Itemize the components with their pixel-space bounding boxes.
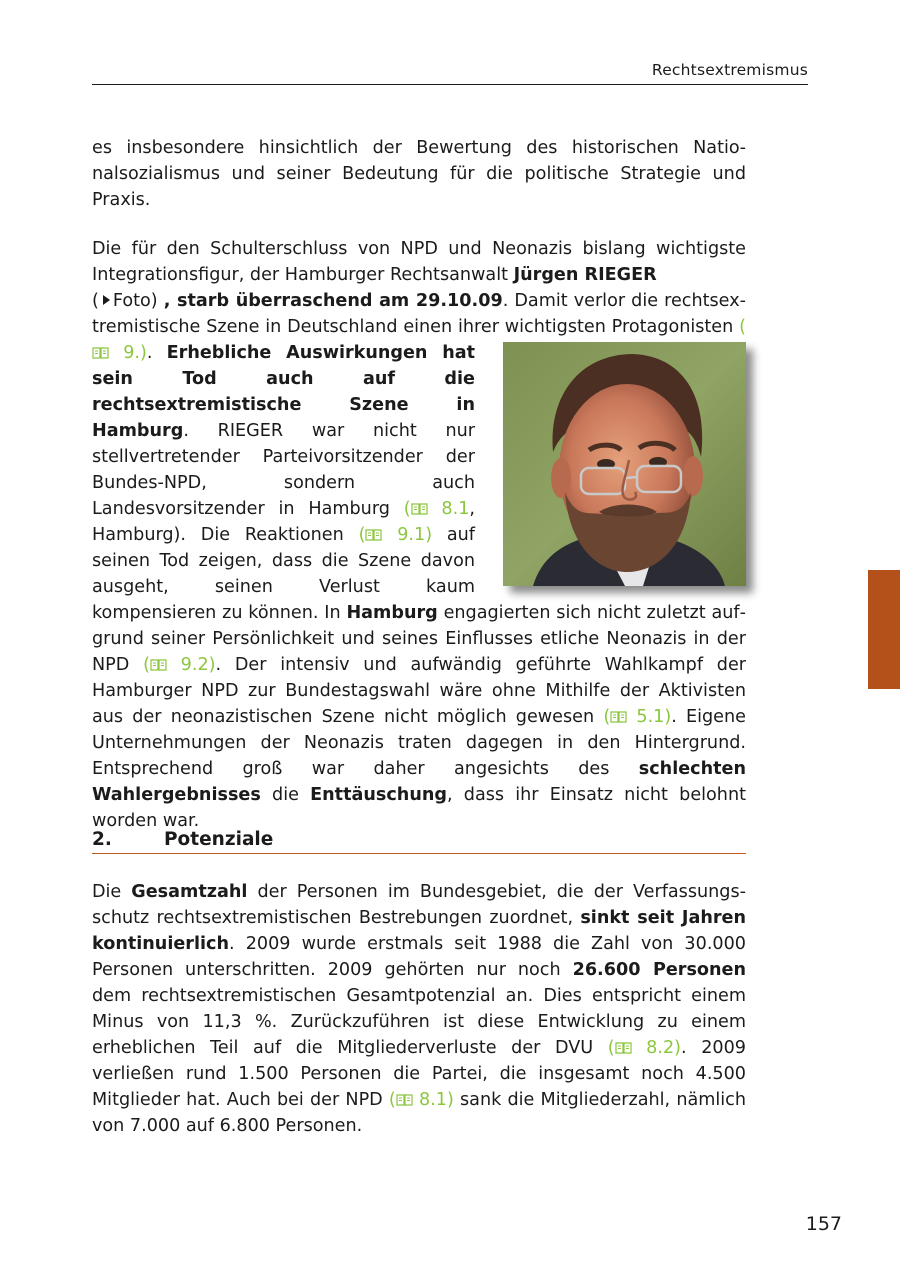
emphasis-disappointment: Enttäuschung [310,785,447,805]
paragraph-text: . Damit verlor die rechtsextremistische Szene in Deutschland einen ihrer wichtigsten Protagonisten [92,291,746,337]
section-heading [92,827,746,854]
paragraph-text: . [146,343,167,363]
paragraph-potenziale [92,879,746,1139]
reference-link[interactable]: ( 8.1) [388,1090,454,1110]
emphasis-name: Jürgen RIEGER [513,265,657,285]
emphasis-hamburg: Hamburg [346,603,438,623]
emphasis-count: 26.600 Personen [572,960,746,980]
section-number: 2. [92,829,112,850]
paragraph-text: ( [92,291,99,311]
reference-label: 9.2) [166,655,216,675]
paragraph-text: Die für den Schulterschluss von NPD und Neonazis bislang wichtigste Integrationsfigur, der Hamburger Rechtsanwalt [92,239,746,285]
book-icon [610,710,627,724]
paragraph-text: . 2009 wurde erstmals seit 1988 die Zahl von 30.000 Personen unterschritten. 2009 gehörten nur noch [92,934,746,980]
reference-link[interactable]: ( 5.1) [603,707,672,727]
emphasis-total: Gesamtzahl [131,882,248,902]
paragraph-rieger [92,236,746,834]
paragraph-text: , dass ihr Einsatz nicht belohnt worden war. [92,785,746,831]
emphasis-election-result: schlechten Wahlergebnisses [92,759,746,805]
page-number: 157 [805,1213,842,1235]
paragraph-text: es insbesondere hinsichtlich der Bewertung des historischen Nationalsozialismus und seiner Bedeutung für die politische Strategie und Praxis. [92,138,746,210]
reference-label: 5.1) [627,707,672,727]
photo-reference: Foto) [112,291,164,311]
paragraph-text: die [260,785,311,805]
book-icon [411,502,428,516]
reference-link[interactable]: ( 9.2) [143,655,216,675]
paragraph-text: auf seinen Tod zeigen, dass die Szene davon ausgeht, seinen Verlust kaum kompensieren zu können. In [92,525,475,623]
book-icon [150,658,167,672]
paragraph-text: der Personen im Bundesgebiet, die der Verfassungsschutz rechtsextremistischen Bestrebungen zuordnet, [92,882,746,928]
paragraph-text: Die [92,882,132,902]
paragraph-text: . Der intensiv und aufwändig geführte Wahlkampf der Hamburger NPD zur Bundestagswahl wäre ohne Mithilfe der Aktivisten aus der neonazistischen Szene nicht möglich gewesen [92,655,747,727]
reference-link[interactable]: ( 8.1 [403,499,470,519]
reference-label: 8.1) [412,1090,454,1110]
running-head: Rechtsextremismus [651,61,808,79]
paragraph-text: , Hamburg). Die Reaktionen [92,499,475,545]
chapter-tab-marker [868,570,900,689]
reference-label: 9.1) [382,525,433,545]
reference-link[interactable]: ( 9.) [92,317,746,363]
section-title: Potenziale [164,829,274,850]
book-icon [615,1041,632,1055]
reference-label: 8.2) [631,1038,682,1058]
paragraph-text: sank die Mitgliederzahl, nämlich von 7.000 auf 6.800 Personen. [92,1090,747,1136]
emphasis-hamburg-impact: Erhebliche Auswirkungen hat sein Tod auch auf die rechtsextremistische Szene in Hamburg [92,343,475,441]
paragraph-text: dem rechtsextremistischen Gesamtpotenzial an. Dies entspricht einem Minus von 11,3 %. Zurückzuführen ist diese Entwicklung zu einem erheblichen Teil auf die Mitgliederverluste der DVU [92,986,746,1058]
reference-label: 9.) [109,343,147,363]
reference-label: 8.1 [427,499,470,519]
emphasis-decline: sinkt seit Jahren kontinuierlich [92,908,746,954]
book-icon [365,528,382,542]
paragraph-text: engagierten sich nicht zuletzt aufgrund seiner Persönlichkeit und seines Einflusses etliche Neonazis in der NPD [92,603,746,675]
paragraph-text: . Eigene Unternehmungen der Neonazis traten dagegen in den Hintergrund. Entsprechend groß war daher angesichts des [92,707,746,779]
header-rule [92,84,808,85]
book-icon [92,346,109,360]
book-icon [396,1093,413,1107]
paragraph-intro [92,135,746,213]
portrait-photo [503,342,746,586]
reference-link[interactable]: ( 8.2) [607,1038,682,1058]
paragraph-text: . RIEGER war nicht nur stellvertretender Parteivorsitzender der Bundes-NPD, sondern auch Landesvorsitzender in Hamburg [92,421,475,519]
paragraph-text: . 2009 verließen rund 1.500 Personen die Partei, die insgesamt noch 4.500 Mitglieder hat. Auch bei der NPD [92,1038,746,1110]
triangle-right-icon [103,295,110,305]
emphasis-date: , starb überraschend am 29.10.09 [163,291,503,311]
reference-link[interactable]: ( 9.1) [358,525,433,545]
